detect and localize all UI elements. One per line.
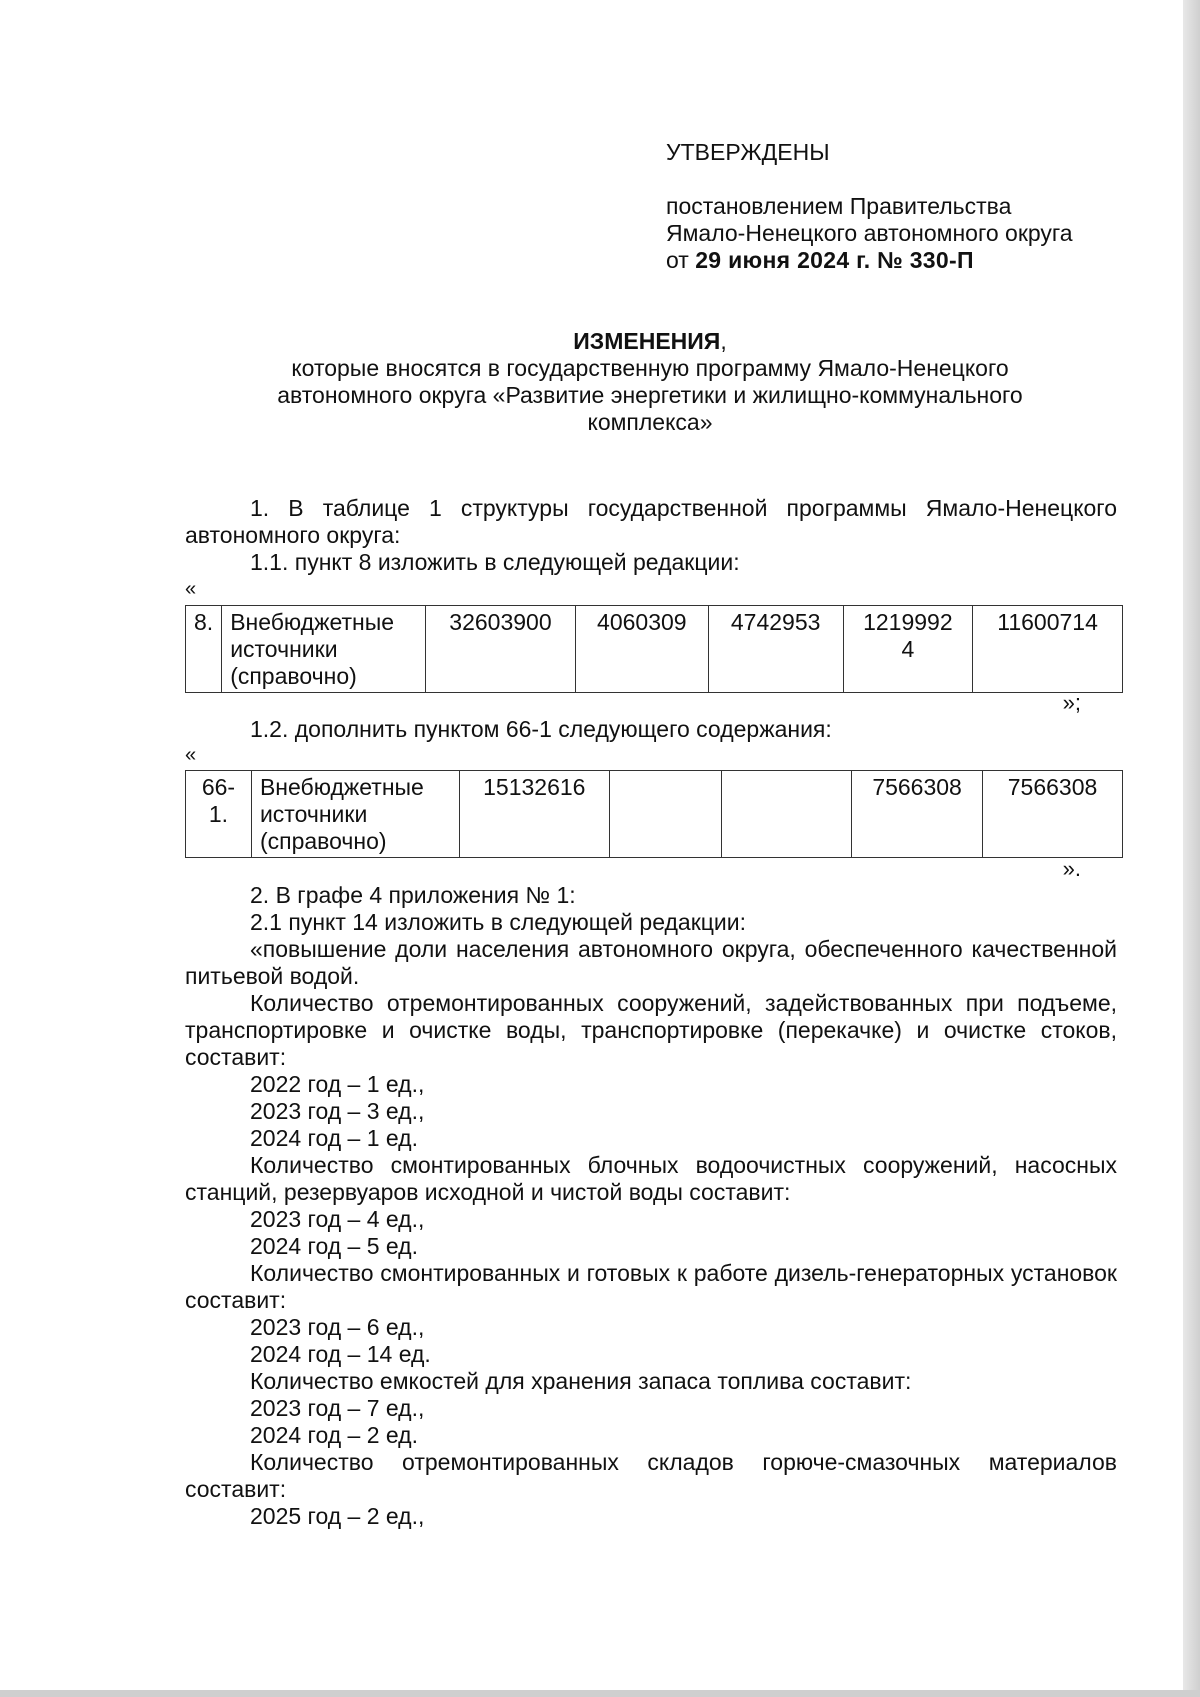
list-item: 2022 год – 1 ед., xyxy=(250,1071,425,1097)
cell-value-2: 4060309 xyxy=(575,606,708,693)
cell-value-5: 7566308 xyxy=(983,771,1123,858)
cell-number: 8. xyxy=(186,606,222,693)
section-1-item-2: 1.2. дополнить пунктом 66-1 следующего содержания: xyxy=(250,716,832,742)
title-line-1: которые вносятся в государственную программу Ямало-Ненецкого xyxy=(291,355,1009,381)
cell-source: Внебюджетные источники (справочно) xyxy=(251,771,459,858)
quote-close-2: ». xyxy=(1062,856,1081,881)
list-item: 2023 год – 6 ед., xyxy=(250,1314,425,1340)
paragraph-water-treatment: Количество смонтированных блочных водоочистных сооружений, насосных станций, резервуаров исходной и чистой воды составит: xyxy=(185,1152,1117,1205)
approval-block xyxy=(666,193,1073,274)
paragraph-fuel-warehouses: Количество отремонтированных складов горюче-смазочных материалов составит: xyxy=(185,1449,1117,1502)
quote-close-1: »; xyxy=(1062,690,1081,715)
cell-number: 66-1. xyxy=(186,771,252,858)
cell-value-2 xyxy=(609,771,722,858)
paragraph-fuel-tanks: Количество емкостей для хранения запаса топлива составит: xyxy=(250,1368,912,1394)
table-row xyxy=(186,771,1123,858)
list-item: 2024 год – 5 ед. xyxy=(250,1233,418,1259)
page-edge-bottom xyxy=(0,1690,1200,1697)
list-item: 2024 год – 1 ед. xyxy=(250,1125,418,1151)
cell-value-1: 15132616 xyxy=(459,771,609,858)
approval-line-2: Ямало-Ненецкого автономного округа xyxy=(666,220,1073,246)
section-2-intro: 2. В графе 4 приложения № 1: xyxy=(250,882,576,908)
paragraph-repaired-facilities: Количество отремонтированных сооружений, задействованных при подъеме, транспортировке и очистке воды, транспортировке (перекачке) и очистке стоков, составит: xyxy=(185,990,1117,1070)
quote-open-1: « xyxy=(185,578,197,600)
table-row xyxy=(186,606,1123,693)
approval-date xyxy=(666,247,1073,274)
paragraph-diesel-generators: Количество смонтированных и готовых к работе дизель-генераторных установок составит: xyxy=(185,1260,1117,1313)
cell-value-1: 32603900 xyxy=(426,606,576,693)
list-item: 2023 год – 3 ед., xyxy=(250,1098,425,1124)
section-2-item-1: 2.1 пункт 14 изложить в следующей редакции: xyxy=(250,909,747,935)
section-1-item-1: 1.1. пункт 8 изложить в следующей редакции: xyxy=(250,549,740,575)
title-line-3: комплекса» xyxy=(587,409,713,435)
page-edge-right xyxy=(1183,0,1200,1697)
list-item: 2025 год – 2 ед., xyxy=(250,1503,425,1529)
table-item-66-1 xyxy=(185,770,1123,858)
cell-value-4: 7566308 xyxy=(852,771,983,858)
title-comma: , xyxy=(720,328,727,354)
cell-value-5: 11600714 xyxy=(973,606,1123,693)
date-prefix: от xyxy=(666,247,689,273)
cell-value-3 xyxy=(722,771,852,858)
title-line-2: автономного округа «Развитие энергетики и жилищно-коммунального xyxy=(277,382,1023,408)
list-item: 2024 год – 14 ед. xyxy=(250,1341,431,1367)
list-item: 2024 год – 2 ед. xyxy=(250,1422,418,1448)
section-1-intro-block xyxy=(185,495,1117,576)
approval-line-1: постановлением Правительства xyxy=(666,193,1012,219)
title-head: ИЗМЕНЕНИЯ xyxy=(573,328,721,354)
date-value: 29 июня 2024 г. № 330-П xyxy=(695,247,974,273)
cell-value-3: 4742953 xyxy=(708,606,843,693)
cell-source: Внебюджетные источники (справочно) xyxy=(222,606,426,693)
approved-label: УТВЕРЖДЕНЫ xyxy=(666,139,830,165)
list-item: 2023 год – 7 ед., xyxy=(250,1395,425,1421)
section-1-intro: 1. В таблице 1 структуры государственной программы Ямало-Ненецкого автономного округа: xyxy=(185,495,1117,548)
document-title xyxy=(180,328,1120,436)
table-item-8 xyxy=(185,605,1123,693)
quote-open-2: « xyxy=(185,744,197,766)
section-2-quote: «повышение доли населения автономного округа, обеспеченного качественной питьевой водой. xyxy=(185,936,1117,989)
section-1-item-2-block xyxy=(185,716,1117,743)
list-item: 2023 год – 4 ед., xyxy=(250,1206,425,1232)
section-2-block xyxy=(185,882,1117,1530)
cell-value-4: 12199924 xyxy=(843,606,973,693)
